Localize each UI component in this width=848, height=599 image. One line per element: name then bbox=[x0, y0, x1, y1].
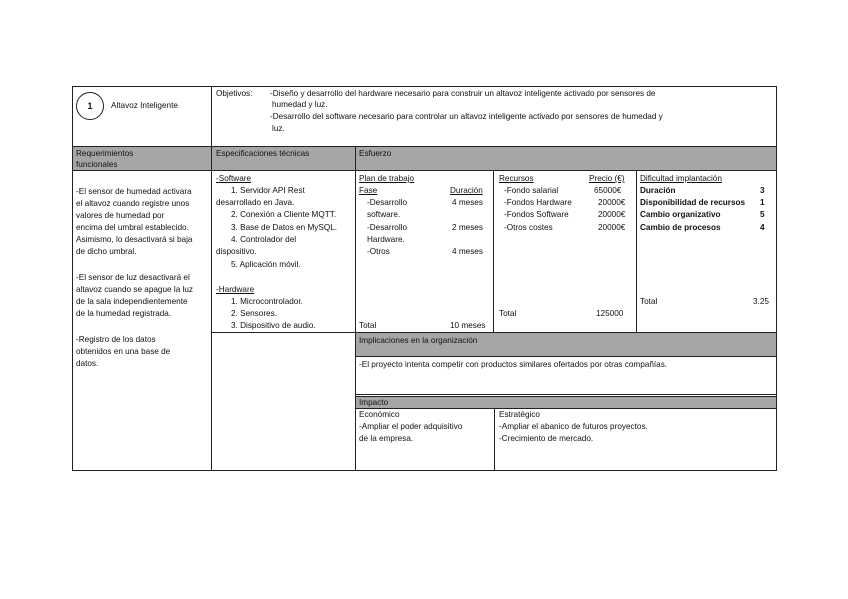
resources-title: Recursos bbox=[499, 174, 534, 183]
difficulty-value: 5 bbox=[760, 210, 765, 219]
resources-total-label: Total bbox=[499, 309, 517, 318]
project-name: Altavoz Inteligente bbox=[111, 101, 178, 110]
plan-col-duration: Duración bbox=[450, 186, 483, 195]
hardware-item: 2. Sensores. bbox=[231, 309, 277, 318]
implications-text: -El proyecto intenta competir con productos similares ofertados por otras compañías. bbox=[359, 360, 668, 369]
resource-name: -Fondos Hardware bbox=[504, 198, 572, 207]
impact-strategic-title: Estratégico bbox=[499, 410, 540, 419]
software-title: -Software bbox=[216, 174, 252, 183]
plan-total-label: Total bbox=[359, 321, 377, 330]
impact-economic-line: de la empresa. bbox=[359, 434, 414, 443]
software-item: desarrollado en Java. bbox=[216, 198, 295, 207]
requirement-line: de la sala independientemente bbox=[76, 297, 188, 306]
difficulty-name: Cambio de procesos bbox=[640, 223, 721, 232]
software-item: 5. Aplicación móvil. bbox=[231, 260, 301, 269]
requirement-line: el altavoz cuando registre unos bbox=[76, 199, 190, 208]
requirement-line: -El sensor de humedad activara bbox=[76, 187, 192, 196]
plan-title: Plan de trabajo bbox=[359, 174, 415, 183]
impact-economic-line: -Ampliar el poder adquisitivo bbox=[359, 422, 463, 431]
plan-duration: 2 meses bbox=[452, 223, 483, 232]
difficulty-total-label: Total bbox=[640, 297, 658, 306]
difficulty-value: 4 bbox=[760, 223, 765, 232]
hardware-title: -Hardware bbox=[216, 285, 255, 294]
objectives-label: Objetivos: bbox=[216, 89, 253, 98]
resource-price: 20000€ bbox=[598, 210, 626, 219]
objective-line-1: -Diseño y desarrollo del hardware necesario para construir un altavoz inteligente activado por sensores de bbox=[270, 89, 656, 98]
requirement-line: valores de humedad por bbox=[76, 211, 165, 220]
plan-total-value: 10 meses bbox=[450, 321, 486, 330]
requirement-line: obtenidos en una base de bbox=[76, 347, 171, 356]
requirements-header-2: funcionales bbox=[76, 160, 118, 169]
plan-duration: 4 meses bbox=[452, 247, 483, 256]
resource-price: 20000€ bbox=[598, 223, 626, 232]
requirement-line: de la humedad registrada. bbox=[76, 309, 172, 318]
hardware-item: 1. Microcontrolador. bbox=[231, 297, 303, 306]
header-band bbox=[72, 146, 777, 170]
impact-title: Impacto bbox=[359, 398, 389, 407]
impact-economic-title: Económico bbox=[359, 410, 400, 419]
software-item: dispositivo. bbox=[216, 247, 257, 256]
requirement-line: de dicho umbral. bbox=[76, 247, 137, 256]
plan-phase: software. bbox=[367, 210, 401, 219]
objective-line-4: luz. bbox=[272, 124, 285, 133]
difficulty-title: Dificultad implantación bbox=[640, 174, 722, 183]
objective-line-2: humedad y luz. bbox=[272, 100, 328, 109]
resource-price: 20000€ bbox=[598, 198, 626, 207]
plan-phase: Hardware. bbox=[367, 235, 405, 244]
software-item: 1. Servidor API Rest bbox=[231, 186, 305, 195]
resource-price: 65000€ bbox=[594, 186, 622, 195]
plan-phase: -Otros bbox=[367, 247, 390, 256]
plan-phase: -Desarrollo bbox=[367, 198, 408, 207]
objective-line-3: -Desarrollo del software necesario para controlar un altavoz inteligente activado por sensores de humedad y bbox=[270, 112, 663, 121]
effort-header: Esfuerzo bbox=[359, 149, 392, 158]
difficulty-value: 1 bbox=[760, 198, 765, 207]
implications-title: Implicaciones en la organización bbox=[359, 336, 478, 345]
software-item: 2. Conexión a Cliente MQTT. bbox=[231, 210, 337, 219]
difficulty-name: Cambio organizativo bbox=[640, 210, 721, 219]
specs-header: Especificaciones técnicas bbox=[216, 149, 310, 158]
difficulty-name: Duración bbox=[640, 186, 676, 195]
impact-band bbox=[355, 396, 777, 408]
resources-total-value: 125000 bbox=[596, 309, 624, 318]
requirements-header-1: Requerimientos bbox=[76, 149, 134, 158]
impact-strategic-line: -Crecimiento de mercado. bbox=[499, 434, 594, 443]
requirement-line: datos. bbox=[76, 359, 99, 368]
impact-strategic-line: -Ampliar el abanico de futuros proyectos. bbox=[499, 422, 648, 431]
hardware-item: 3. Dispositivo de audio. bbox=[231, 321, 316, 330]
requirement-line: -El sensor de luz desactivará el bbox=[76, 273, 190, 282]
plan-phase: -Desarrollo bbox=[367, 223, 408, 232]
software-item: 3. Base de Datos en MySQL. bbox=[231, 223, 338, 232]
resource-name: -Fondos Software bbox=[504, 210, 569, 219]
project-number-circle: 1 bbox=[76, 92, 104, 120]
difficulty-value: 3 bbox=[760, 186, 765, 195]
resource-name: -Fondo salarial bbox=[504, 186, 559, 195]
plan-col-phase: Fase bbox=[359, 186, 378, 195]
requirement-line: Asimismo, lo desactivará si baja bbox=[76, 235, 193, 244]
resources-price-header: Precio (€) bbox=[589, 174, 625, 183]
difficulty-name: Disponibilidad de recursos bbox=[640, 198, 746, 207]
plan-duration: 4 meses bbox=[452, 198, 483, 207]
resource-name: -Otros costes bbox=[504, 223, 553, 232]
difficulty-total-value: 3.25 bbox=[753, 297, 769, 306]
requirement-line: altavoz cuando se apague la luz bbox=[76, 285, 193, 294]
requirement-line: encima del umbral establecido. bbox=[76, 223, 189, 232]
requirement-line: -Registro de los datos bbox=[76, 335, 156, 344]
software-item: 4. Controlador del bbox=[231, 235, 297, 244]
